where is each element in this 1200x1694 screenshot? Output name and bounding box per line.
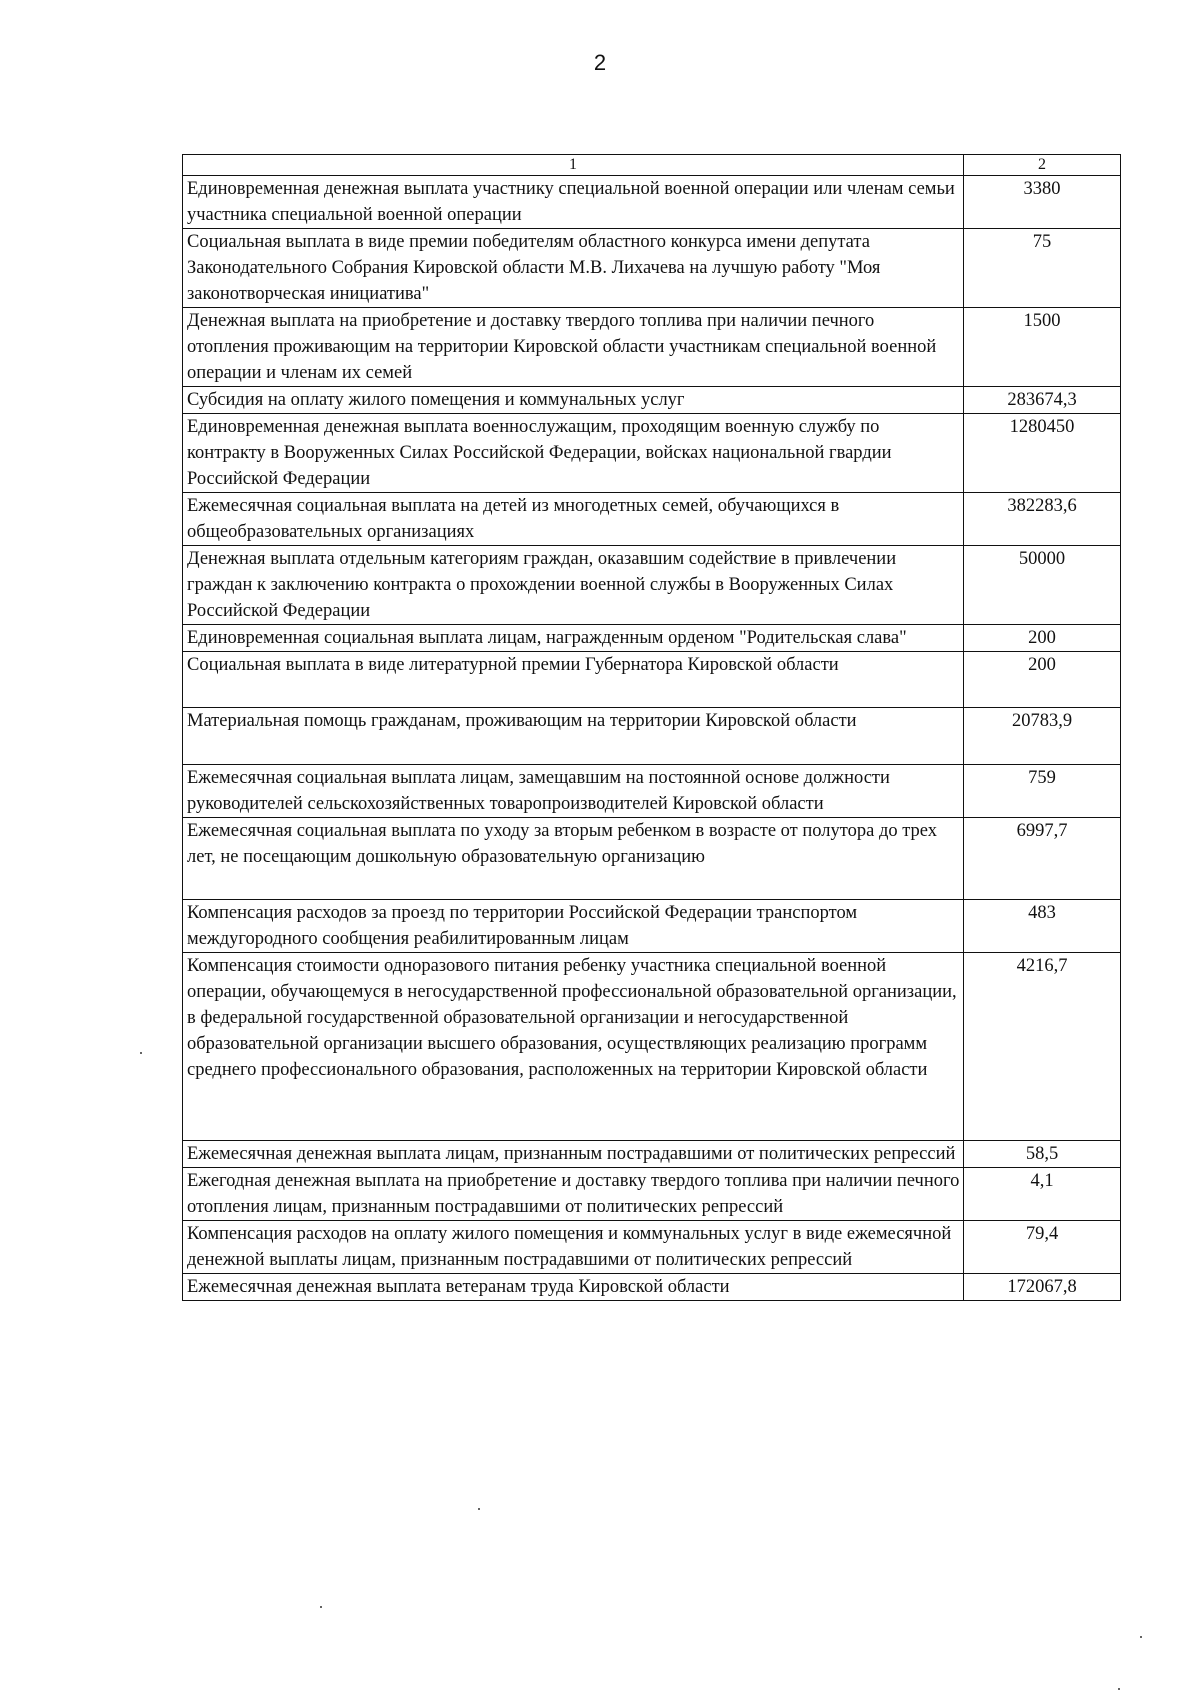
row-name: Материальная помощь гражданам, проживающим на территории Кировской области [183, 708, 964, 765]
table-row [183, 1274, 1121, 1301]
scan-speck [140, 1052, 142, 1054]
table-row [183, 546, 1121, 625]
row-name: Денежная выплата отдельным категориям граждан, оказавшим содействие в привлечении граждан к заключению контракта о прохождении военной службы в Вооруженных Силах Российской Федерации [183, 546, 964, 625]
row-value: 1280450 [964, 414, 1121, 493]
row-value: 200 [964, 625, 1121, 652]
table-row [183, 229, 1121, 308]
table-row [183, 708, 1121, 765]
row-value: 50000 [964, 546, 1121, 625]
row-name: Компенсация стоимости одноразового питания ребенку участника специальной военной операции, обучающемуся в негосударственной профессиональной образовательной организации, в федеральной государственной образовательной организации и негосударственной образовательной организации высшего образования, осуществляющих реализацию программ среднего профессионального образования, расположенных на территории Кировской области [183, 953, 964, 1141]
row-value: 58,5 [964, 1141, 1121, 1168]
scan-speck [478, 1508, 480, 1510]
table-row [183, 625, 1121, 652]
row-value: 283674,3 [964, 387, 1121, 414]
row-name: Ежемесячная денежная выплата лицам, признанным пострадавшими от политических репрессий [183, 1141, 964, 1168]
row-name: Социальная выплата в виде премии победителям областного конкурса имени депутата Законодательного Собрания Кировской области М.В. Лихачева на лучшую работу "Моя законотворческая инициатива" [183, 229, 964, 308]
row-name: Ежемесячная социальная выплата на детей из многодетных семей, обучающихся в общеобразовательных организациях [183, 493, 964, 546]
table-row [183, 387, 1121, 414]
row-value: 75 [964, 229, 1121, 308]
row-value: 759 [964, 765, 1121, 818]
table-row [183, 1168, 1121, 1221]
table-row [183, 1221, 1121, 1274]
table-row [183, 953, 1121, 1141]
table-row [183, 900, 1121, 953]
row-name: Субсидия на оплату жилого помещения и коммунальных услуг [183, 387, 964, 414]
scan-speck [320, 1606, 322, 1608]
scan-speck [1118, 1688, 1120, 1690]
row-name: Ежегодная денежная выплата на приобретение и доставку твердого топлива при наличии печного отопления лицам, признанным пострадавшими от политических репрессий [183, 1168, 964, 1221]
row-value: 483 [964, 900, 1121, 953]
table-row [183, 176, 1121, 229]
row-value: 172067,8 [964, 1274, 1121, 1301]
header-row [183, 155, 1121, 176]
row-name: Социальная выплата в виде литературной премии Губернатора Кировской области [183, 652, 964, 708]
row-name: Ежемесячная денежная выплата ветеранам труда Кировской области [183, 1274, 964, 1301]
scan-speck [1140, 1636, 1142, 1638]
row-name: Единовременная денежная выплата участнику специальной военной операции или членам семьи участника специальной военной операции [183, 176, 964, 229]
row-name: Единовременная социальная выплата лицам, награжденным орденом "Родительская слава" [183, 625, 964, 652]
row-value: 4216,7 [964, 953, 1121, 1141]
row-name: Компенсация расходов на оплату жилого помещения и коммунальных услуг в виде ежемесячной денежной выплаты лицам, признанным пострадавшими от политических репрессий [183, 1221, 964, 1274]
row-name: Ежемесячная социальная выплата по уходу за вторым ребенком в возрасте от полутора до трех лет, не посещающим дошкольную образовательную организацию [183, 818, 964, 900]
row-value: 4,1 [964, 1168, 1121, 1221]
row-value: 3380 [964, 176, 1121, 229]
row-value: 79,4 [964, 1221, 1121, 1274]
table-row [183, 765, 1121, 818]
row-name: Денежная выплата на приобретение и доставку твердого топлива при наличии печного отопления проживающим на территории Кировской области участникам специальной военной операции и членам их семей [183, 308, 964, 387]
row-name: Единовременная денежная выплата военнослужащим, проходящим военную службу по контракту в Вооруженных Силах Российской Федерации, войсках национальной гвардии Российской Федерации [183, 414, 964, 493]
table-row [183, 414, 1121, 493]
table-row [183, 652, 1121, 708]
row-value: 6997,7 [964, 818, 1121, 900]
row-name: Ежемесячная социальная выплата лицам, замещавшим на постоянной основе должности руководителей сельскохозяйственных товаропроизводителей Кировской области [183, 765, 964, 818]
table-row [183, 1141, 1121, 1168]
table-row [183, 308, 1121, 387]
page-number: 2 [593, 50, 607, 75]
row-value: 20783,9 [964, 708, 1121, 765]
row-value: 200 [964, 652, 1121, 708]
row-value: 382283,6 [964, 493, 1121, 546]
row-value: 1500 [964, 308, 1121, 387]
column-header-value: 2 [964, 155, 1121, 176]
table-row [183, 818, 1121, 900]
row-name: Компенсация расходов за проезд по территории Российской Федерации транспортом междугородного сообщения реабилитированным лицам [183, 900, 964, 953]
table-row [183, 493, 1121, 546]
payments-table [182, 154, 1121, 1301]
column-header-name: 1 [183, 155, 964, 176]
